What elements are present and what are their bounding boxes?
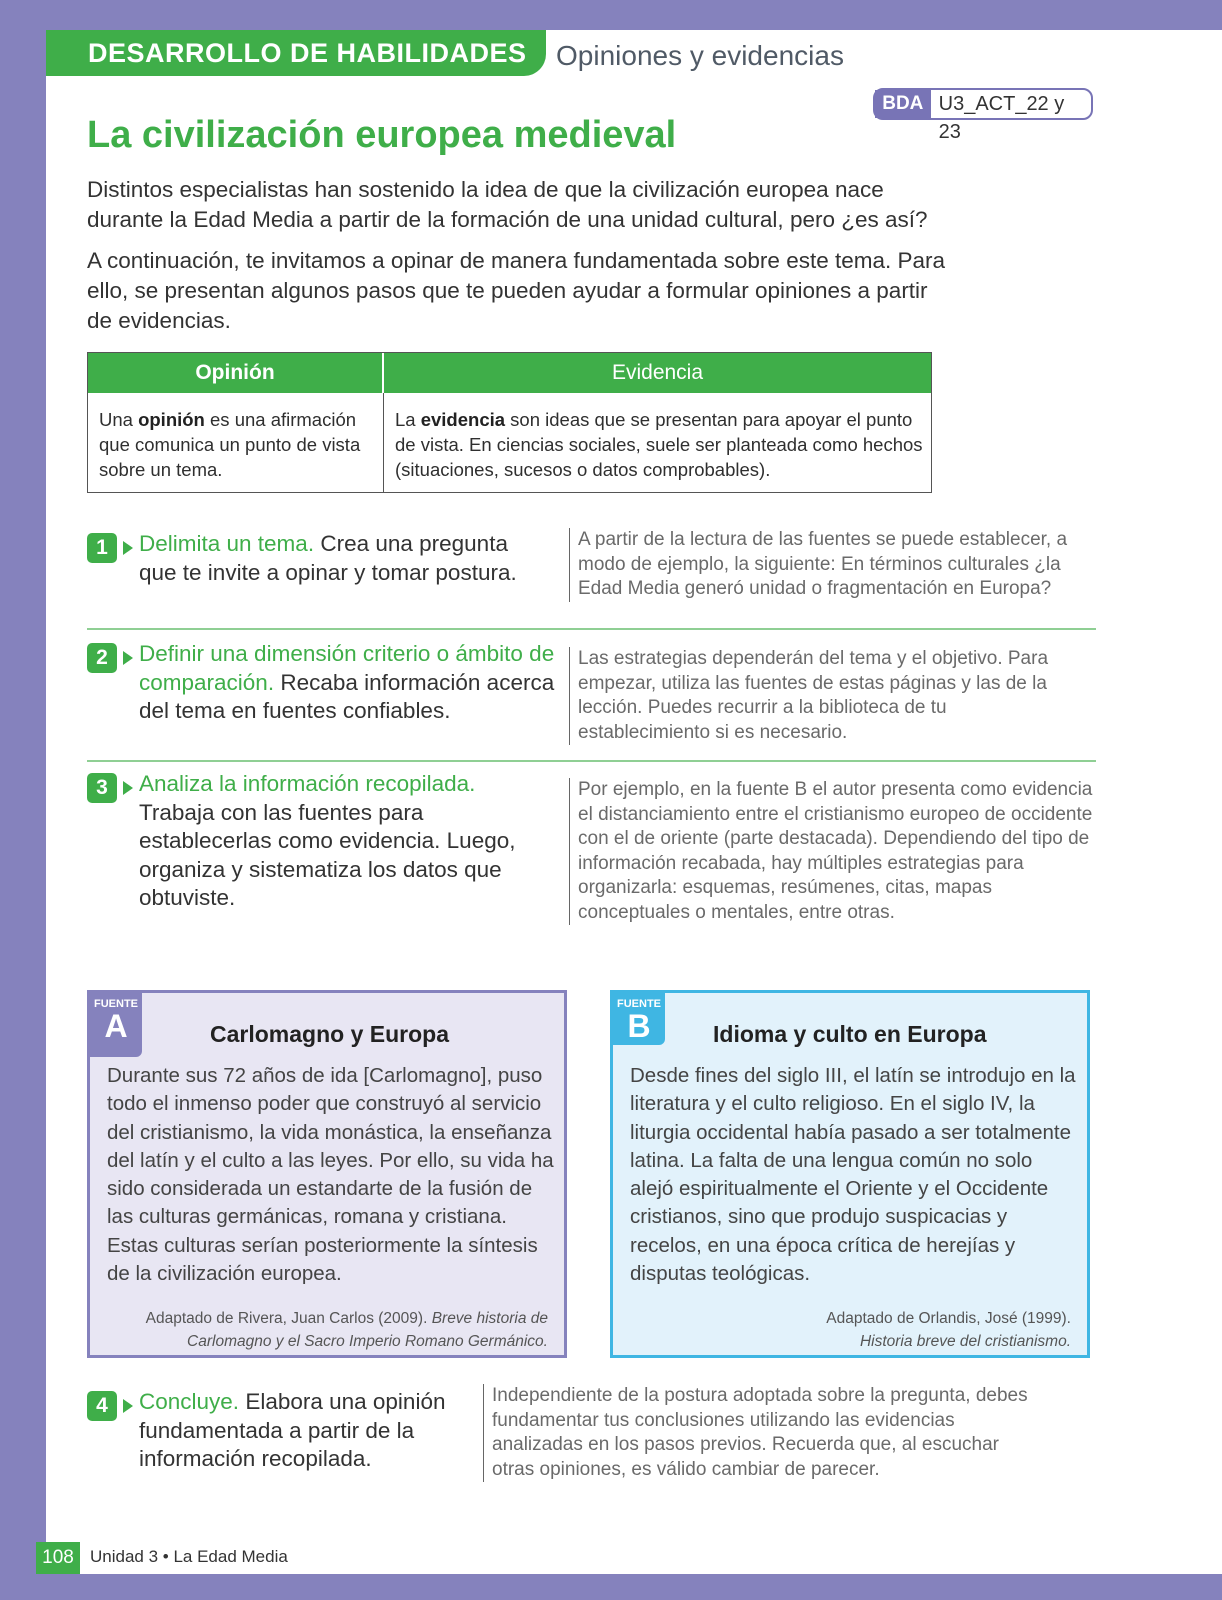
intro-paragraph-1: Distintos especialistas han sostenido la idea de que la civilización europea nace durante la Edad Media a partir de la formación de una unidad cultural, pero ¿es así? — [87, 177, 928, 232]
section-subtitle: Opiniones y evidencias — [556, 40, 844, 71]
step-2-note: Las estrategias dependerán del tema y el objetivo. Para empezar, utiliza las fuentes de estas páginas y las de la lección. Puedes recurrir a la biblioteca de tu establecimiento si es necesario. — [569, 647, 1049, 745]
bda-reference — [873, 88, 1093, 143]
step-3-arrow-icon — [123, 781, 133, 795]
source-b-box — [610, 990, 1090, 1358]
top-color-bar — [0, 0, 1222, 30]
source-a-body: Durante sus 72 años de ida [Carlomagno], puso todo el inmenso poder que construyó al servicio del cristianismo, la vida monástica, la enseñanza del latín y el culto a las leyes. Por ello, su vida ha sido considerada un estandarte de la fusión de las culturas germánicas, romana y cristiana. Estas culturas serían posteriormente la síntesis de la civilización europea. — [107, 1064, 554, 1286]
source-b-cite-work: Historia breve del cristianismo. — [859, 1333, 1071, 1350]
step-2-number: 2 — [87, 643, 117, 673]
step-1-heading: Delimita un tema. — [139, 531, 315, 556]
step-4-heading: Concluye. — [139, 1389, 240, 1414]
intro-paragraph-2: A continuación, te invitamos a opinar de manera fundamentada sobre este tema. Para ello, se presentan algunos pasos que te pueden ayudar a formular opiniones a partir de evidencias. — [87, 248, 946, 333]
step-3-text — [139, 770, 524, 913]
source-a-title: Carlomagno y Europa — [210, 1021, 449, 1047]
step-3-heading: Analiza la información recopilada. — [139, 771, 476, 796]
source-a-label: FUENTE — [94, 998, 138, 1010]
left-color-bar — [0, 0, 46, 1600]
evidence-header: Evidencia — [384, 353, 931, 393]
definitions-body — [88, 393, 931, 492]
step-1-text — [139, 530, 539, 587]
source-b-body: Desde fines del siglo III, el latín se introdujo en la literatura y el culto religioso. En el siglo IV, la liturgia occidental había pasado a ser totalmente latina. La falta de una lengua común no solo alejó espiritualmente el Oriente y el Occidente cristianos, sino que produjo suspicacias y recelos, en una época crítica de herejías y disputas teológicas. — [630, 1064, 1076, 1286]
source-b-label: FUENTE — [617, 998, 661, 1010]
page-number: 108 — [36, 1542, 80, 1574]
step-3-number: 3 — [87, 773, 117, 803]
evidence-def-post: son ideas que se presentan para apoyar el punto de vista. En ciencias sociales, suele ser planteada como hechos (situaciones, sucesos o datos comprobables). — [395, 409, 923, 480]
bottom-color-bar — [0, 1574, 1222, 1600]
source-a-cite-author: Adaptado de Rivera, Juan Carlos (2009). — [145, 1310, 432, 1327]
step-1-note: A partir de la lectura de las fuentes se puede establecer, a modo de ejemplo, la siguiente: En términos culturales ¿la Edad Media generó unidad o fragmentación en Europa? — [569, 528, 1109, 602]
step-2-text — [139, 640, 559, 726]
divider — [87, 760, 1096, 762]
evidence-def-pre: La — [395, 409, 421, 430]
page-title: La civilización europea medieval — [87, 114, 677, 156]
evidence-definition — [384, 393, 931, 492]
step-3-instruction: Trabaja con las fuentes para establecerlas como evidencia. Luego, organiza y sistematiza los datos que obtuviste. — [139, 799, 516, 910]
step-4-note: Independiente de la postura adoptada sobre la pregunta, debes fundamentar tus conclusiones utilizando las evidencias analizadas en los pasos previos. Recuerda que, al escuchar otras opiniones, es válido cambiar de parecer. — [483, 1384, 1043, 1482]
step-1-number: 1 — [87, 533, 117, 563]
divider — [87, 628, 1096, 630]
step-2-heading: Definir una dimensión criterio o ámbito de comparación. — [139, 641, 555, 695]
source-b-citation — [641, 1307, 1071, 1353]
source-a-badge — [90, 993, 142, 1057]
bda-tag: BDA — [875, 90, 931, 118]
source-b-cite-author: Adaptado de Orlandis, José (1999). — [826, 1310, 1071, 1327]
step-4-instruction: Elabora una opinión fundamentada a partir de la información recopilada. — [139, 1389, 446, 1471]
definitions-header — [88, 353, 931, 393]
step-4-text — [139, 1388, 469, 1474]
definitions-table — [87, 352, 932, 493]
evidence-term: evidencia — [420, 409, 506, 430]
opinion-header: Opinión — [88, 353, 384, 393]
source-b-letter: B — [627, 1008, 651, 1044]
step-1-instruction: Crea una pregunta que te invite a opinar y tomar postura. — [139, 531, 517, 585]
step-2-arrow-icon — [123, 651, 133, 665]
source-b-title: Idioma y culto en Europa — [713, 1021, 987, 1047]
footer-unit: Unidad 3 • La Edad Media — [90, 1547, 288, 1566]
source-b-badge — [613, 993, 665, 1045]
source-a-box — [87, 990, 567, 1358]
bda-value: U3_ACT_22 y 23 — [938, 93, 1065, 143]
step-4-arrow-icon — [123, 1399, 133, 1413]
opinion-def-post: es una afirmación que comunica un punto de vista sobre un tema. — [99, 409, 361, 480]
source-a-cite-work: Breve historia de Carlomagno y el Sacro Imperio Romano Germánico. — [187, 1310, 548, 1350]
opinion-definition — [88, 393, 384, 492]
step-3-note: Por ejemplo, en la fuente B el autor presenta como evidencia el distanciamiento entre el cristianismo europeo de occidente con el de oriente (parte destacada). Dependiendo del tipo de información recabada, hay múltiples estrategias para organizarla: esquemas, resúmenes, citas, mapas conceptuales o mentales, entre otras. — [569, 778, 1099, 925]
opinion-term: opinión — [138, 409, 205, 430]
source-a-citation — [118, 1307, 548, 1353]
opinion-def-pre: Una — [99, 409, 139, 430]
step-4-number: 4 — [87, 1391, 117, 1421]
section-label: DESARROLLO DE HABILIDADES — [46, 30, 546, 76]
step-1-arrow-icon — [123, 541, 133, 555]
step-2-instruction: Recaba información acerca del tema en fuentes confiables. — [139, 669, 555, 723]
source-a-letter: A — [104, 1008, 128, 1044]
